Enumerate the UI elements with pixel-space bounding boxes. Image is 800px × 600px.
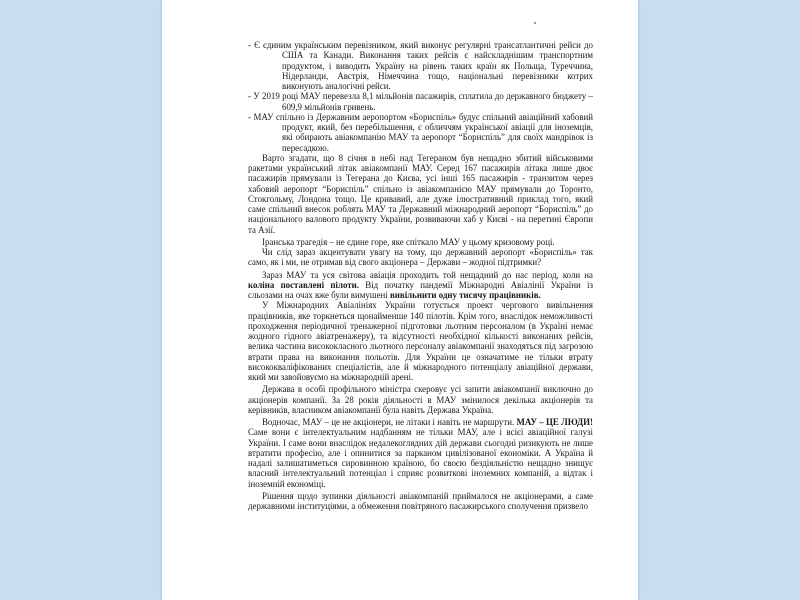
text-run: - Є єдиним українським перевізником, який виконує регулярні трансатлантичні рейси до США та Канади. Виконання таких рейсів є найскладнішим транспортним продуктом, і виводить Україну на рівень таких країн як Польща, Туреччина, Нідерланди, Австрія, Німеччина тощо, національні перевізники котрих виконують аналогічні рейси. xyxy=(248,40,593,91)
bold-text-run: МАУ – ЦЕ ЛЮДИ! xyxy=(516,417,593,427)
paragraph xyxy=(248,270,593,301)
paragraph xyxy=(248,153,593,235)
paragraph xyxy=(248,491,593,512)
document-body xyxy=(248,40,593,511)
text-run: Варто згадати, що 8 січня в небі над Тегераном був нещадно збитий військовими ракетами український літак авіакомпанії МАУ. Серед 167 пасажирів літака лише двоє пасажирів прямували із Тегерана до Києва, усі інші 165 пасажирів - транзитом через хабовий аеропорт “Бориспіль” спільно із авіакомпанією МАУ прямували до Торонто, Стокгольму, Лондона тощо. Це кривавий, але дуже ілюстративний приклад того, який саме спільний внесок роблять МАУ та Державний міжнародний аеропорт “Бориспіль” до національного валового продукту України, розвиваючи хаб у Києві - на перетині Європи та Азії. xyxy=(248,152,593,235)
bold-text-run: коліна поставлені пілоти. xyxy=(248,279,359,290)
paragraph xyxy=(248,384,593,415)
text-run: Зараз МАУ та уся світова авіація проходить той нещадний до нас період, коли на xyxy=(262,269,593,280)
text-run: У Міжнародних Авіалініях України готується проект чергового вивільнення працівників, яке торкнеться щонайменше 140 пілотів. Крім того, внаслідок неможливості проходження періодичної тренажерної підготовки льотним персоналом (в Україні немає жодного гідного авіатренажеру), та відсутності необхідної кількості виконаних рейсів, велика частина висококласного льотного персоналу авіакомпанії знаходяться під загрозою втрати права на виконання польотів. Для України це означатиме не тільки втрату висококваліфікованих спеціалістів, але й міжнародного потенціалу авіаційної держави, який ми завойовуємо на міжнародній арені. xyxy=(248,300,593,382)
scan-speck xyxy=(534,22,536,24)
paragraph xyxy=(248,237,593,247)
text-run: Водночас, МАУ – це не акціонери, не літаки і навіть не маршрути. xyxy=(262,417,517,427)
bullet-paragraph xyxy=(248,112,593,153)
bullet-paragraph xyxy=(248,40,593,91)
paragraph xyxy=(248,300,593,382)
text-run: Держава в особі профільного міністра скеровує усі запити авіакомпанії виключно до акціонерів компанії. За 28 років діяльності в МАУ змінилося декілька акціонерів та керівників, власником авіакомпанії була навіть Держава Україна. xyxy=(248,384,593,415)
document-page xyxy=(162,0,638,600)
text-run: Чи слід зараз акцентувати увагу на тому, що державний аеропорт «Бориспіль» так само, як і ми, не отримав від свого акціонера – Держави – жодної підтримки? xyxy=(248,247,593,268)
text-run: Від початку пандемії Міжнародні Авіалінії України із сльозами на очах вже були вимушені xyxy=(248,279,593,300)
paragraph xyxy=(248,247,593,268)
text-run: - МАУ спільно із Державним аеропортом «Бориспіль» будує спільний авіаційний хабовий продукт, який, без перебільшення, є обличчям української авіації для іноземців, які обирають авіакомпанію МАУ та аеропорт “Бориспіль” для своїх мандрівок із пересадкою. xyxy=(248,111,593,153)
text-run: Іранська трагедія – не єдине горе, яке спіткало МАУ у цьому кризовому році. xyxy=(262,236,555,247)
paragraph xyxy=(248,417,593,489)
text-run: Рішення щодо зупинки діяльності авіакомпаній приймалося не акціонерами, а саме державними інституціями, а обмеження повітряного пасажирського сполучення призвело xyxy=(248,490,593,511)
bullet-paragraph xyxy=(248,91,593,112)
bold-text-run: вивільнити одну тисячу працівників. xyxy=(390,290,541,300)
text-run: - У 2019 році МАУ перевезла 8,1 мільйонів пасажирів, сплатила до державного бюджету – 609,9 мільйонів гривень. xyxy=(248,91,593,112)
text-run: Саме вони є інтелектуальним надбанням не тільки МАУ, але і всієї авіаційної галузі України. І саме вони внаслідок недалекоглядних дій держави сьогодні ризикують не лише втратити професію, але і опинитися за парканом цивілізованої економіки. А Україна й надалі залишатиметься сировинною країною, бо своєю бездіяльністю нещадно знищує власний інтелектуальний потенціал і сприяє розвиткові іноземних компаній, а відтак і іноземній економіці. xyxy=(248,427,593,489)
